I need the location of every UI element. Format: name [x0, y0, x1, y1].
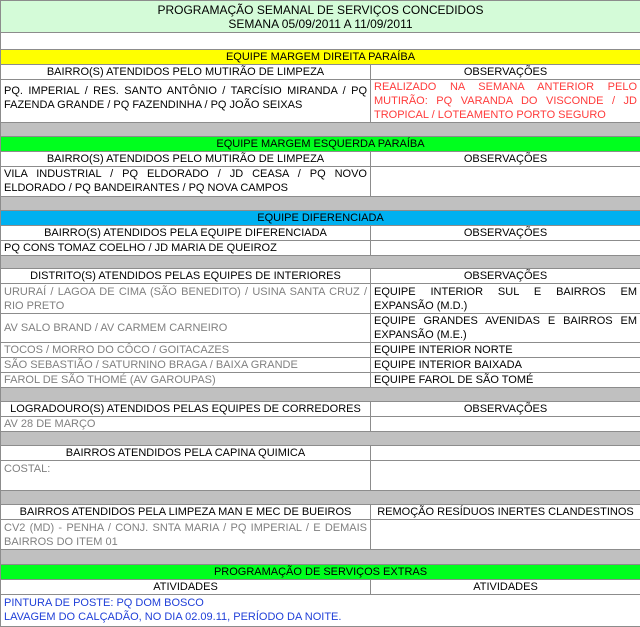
separator — [1, 432, 640, 446]
observacao-cell: EQUIPE INTERIOR NORTE — [371, 343, 640, 358]
separator — [1, 256, 640, 269]
separator — [1, 123, 640, 137]
data-row — [1, 417, 640, 432]
data-row — [1, 167, 640, 197]
column-header-observacoes: OBSERVAÇÕES — [371, 269, 640, 284]
column-header-row — [1, 269, 640, 284]
column-header-row — [1, 65, 640, 80]
column-header-bueiros: BAIRROS ATENDIDOS PELA LIMPEZA MAN E MEC DE BUEIROS — [1, 505, 371, 520]
sheet-week: SEMANA 05/09/2011 A 11/09/2011 — [4, 17, 637, 31]
column-header-bairros: BAIRRO(S) ATENDIDOS PELA EQUIPE DIFERENCIADA — [1, 226, 371, 241]
sheet-header — [1, 1, 640, 33]
column-header-observacoes: OBSERVAÇÕES — [371, 402, 640, 417]
separator — [1, 197, 640, 211]
column-header-row — [1, 505, 640, 520]
column-header-atividades: ATIVIDADES — [371, 580, 640, 595]
column-header-row — [1, 152, 640, 167]
interior-row — [1, 373, 640, 388]
column-header-capina: BAIRROS ATENDIDOS PELA CAPINA QUIMICA — [1, 446, 371, 461]
observacao-cell — [371, 461, 640, 491]
distrito-cell: TOCOS / MORRO DO CÔCO / GOITACAZES — [1, 343, 371, 358]
capina-cell: COSTAL: — [1, 461, 371, 491]
observacao-cell: EQUIPE INTERIOR BAIXADA — [371, 358, 640, 373]
column-header-atividades: ATIVIDADES — [1, 580, 371, 595]
team-row-direita — [1, 50, 640, 65]
extras-cell — [1, 595, 640, 627]
separator — [1, 388, 640, 402]
column-header-row — [1, 402, 640, 417]
remocao-cell — [371, 520, 640, 550]
observacao-cell: EQUIPE INTERIOR SUL E BAIRROS EM EXPANSÃO (M.D.) — [371, 284, 640, 314]
data-row — [1, 241, 640, 256]
distrito-cell: URURAÍ / LAGOA DE CIMA (SÃO BENEDITO) / USINA SANTA CRUZ / RIO PRETO — [1, 284, 371, 314]
extras-line: PINTURA DE POSTE: PQ DOM BOSCO — [4, 596, 637, 610]
distrito-cell: FAROL DE SÃO THOMÉ (AV GAROUPAS) — [1, 373, 371, 388]
separator — [1, 550, 640, 565]
distrito-cell: SÃO SEBASTIÃO / SATURNINO BRAGA / BAIXA GRANDE — [1, 358, 371, 373]
column-header-observacoes: OBSERVAÇÕES — [371, 152, 640, 167]
observacao-cell — [371, 417, 640, 432]
sheet-title: PROGRAMAÇÃO SEMANAL DE SERVIÇOS CONCEDIDOS — [4, 3, 637, 17]
observacao-cell: EQUIPE GRANDES AVENIDAS E BAIRROS EM EXPANSÃO (M.E.) — [371, 314, 640, 343]
extras-line: LAVAGEM DO CALÇADÃO, NO DIA 02.09.11, PERÍODO DA NOITE. — [4, 610, 637, 624]
blank-cell — [1, 33, 640, 50]
data-row — [1, 80, 640, 123]
separator-row — [1, 388, 640, 402]
column-header-remocao: REMOÇÃO RESÍDUOS INERTES CLANDESTINOS — [371, 505, 640, 520]
column-header-observacoes: OBSERVAÇÕES — [371, 226, 640, 241]
bairros-cell: VILA INDUSTRIAL / PQ ELDORADO / JD CEASA / PQ NOVO ELDORADO / PQ BANDEIRANTES / PQ NOVA CAMPOS — [1, 167, 371, 197]
extras-title: PROGRAMAÇÃO DE SERVIÇOS EXTRAS — [1, 565, 640, 580]
separator-row — [1, 256, 640, 269]
data-row — [1, 461, 640, 491]
team-row-esquerda — [1, 137, 640, 152]
observacao-cell: REALIZADO NA SEMANA ANTERIOR PELO MUTIRÃO: PQ VARANDA DO VISCONDE / JD TROPICAL / LOTEAMENTO PORTO SEGURO — [371, 80, 640, 123]
extras-title-row — [1, 565, 640, 580]
extras-row — [1, 595, 640, 627]
sheet-header-row — [1, 1, 640, 33]
separator-row — [1, 491, 640, 505]
bairros-cell: PQ. IMPERIAL / RES. SANTO ANTÔNIO / TARCÍSIO MIRANDA / PQ FAZENDA GRANDE / PQ FAZENDINHA / PQ JOÃO SEIXAS — [1, 80, 371, 123]
separator-row — [1, 197, 640, 211]
column-header-row — [1, 446, 640, 461]
separator-row — [1, 550, 640, 565]
team-header-direita: EQUIPE MARGEM DIREITA PARAÍBA — [1, 50, 640, 65]
column-header-logradouros: LOGRADOURO(S) ATENDIDOS PELAS EQUIPES DE CORREDORES — [1, 402, 371, 417]
observacao-cell: EQUIPE FAROL DE SÃO TOMÉ — [371, 373, 640, 388]
interior-row — [1, 343, 640, 358]
team-header-esquerda: EQUIPE MARGEM ESQUERDA PARAÍBA — [1, 137, 640, 152]
separator — [1, 491, 640, 505]
column-header-blank — [371, 446, 640, 461]
column-header-row — [1, 580, 640, 595]
distrito-cell: AV SALO BRAND / AV CARMEM CARNEIRO — [1, 314, 371, 343]
column-header-bairros: BAIRRO(S) ATENDIDOS PELO MUTIRÃO DE LIMPEZA — [1, 152, 371, 167]
column-header-distritos: DISTRITO(S) ATENDIDOS PELAS EQUIPES DE INTERIORES — [1, 269, 371, 284]
column-header-bairros: BAIRRO(S) ATENDIDOS PELO MUTIRÃO DE LIMPEZA — [1, 65, 371, 80]
interior-row — [1, 314, 640, 343]
blank-row — [1, 33, 640, 50]
observacao-cell — [371, 167, 640, 197]
data-row — [1, 520, 640, 550]
interior-row — [1, 358, 640, 373]
column-header-row — [1, 226, 640, 241]
bairros-cell: PQ CONS TOMAZ COELHO / JD MARIA DE QUEIROZ — [1, 241, 371, 256]
bueiros-cell: CV2 (MD) - PENHA / CONJ. SNTA MARIA / PQ IMPERIAL / E DEMAIS BAIRROS DO ITEM 01 — [1, 520, 371, 550]
observacao-cell — [371, 241, 640, 256]
column-header-observacoes: OBSERVAÇÕES — [371, 65, 640, 80]
team-header-diferenciada: EQUIPE DIFERENCIADA — [1, 211, 640, 226]
team-row-diferenciada — [1, 211, 640, 226]
logradouro-cell: AV 28 DE MARÇO — [1, 417, 371, 432]
separator-row — [1, 432, 640, 446]
interior-row — [1, 284, 640, 314]
separator-row — [1, 123, 640, 137]
